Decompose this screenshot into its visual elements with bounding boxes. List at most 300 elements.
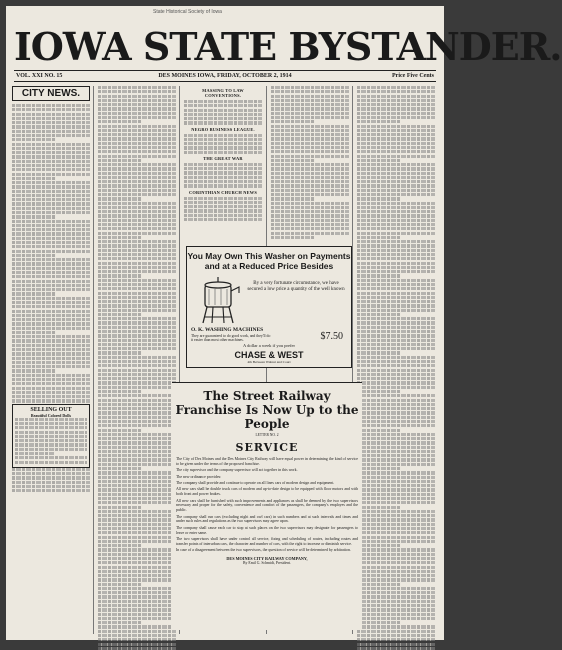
text-line	[357, 116, 435, 119]
column-text	[12, 104, 90, 403]
text-line	[357, 403, 435, 406]
text-line	[98, 300, 176, 303]
text-line	[271, 167, 349, 170]
text-line	[357, 95, 435, 98]
text-line	[15, 431, 87, 434]
text-line	[357, 283, 435, 286]
text-line	[357, 167, 435, 170]
text-line	[98, 159, 141, 162]
text-line	[15, 426, 87, 429]
text-line	[98, 112, 176, 115]
text-line	[184, 113, 262, 116]
text-line	[357, 202, 435, 205]
text-line	[184, 117, 262, 120]
text-line	[184, 214, 262, 217]
text-line	[12, 258, 90, 261]
text-line	[98, 360, 176, 363]
text-line	[98, 467, 141, 470]
text-line	[357, 214, 435, 217]
text-line	[12, 369, 55, 372]
text-line	[357, 621, 400, 624]
text-line	[15, 422, 87, 425]
text-line	[271, 214, 349, 217]
text-line	[15, 461, 87, 464]
text-line	[357, 120, 400, 123]
text-line	[98, 274, 141, 277]
text-line	[98, 86, 176, 89]
text-line	[98, 155, 176, 158]
text-line	[357, 467, 400, 470]
text-line	[98, 270, 176, 273]
text-line	[98, 184, 176, 187]
column-5	[357, 86, 435, 634]
text-line	[12, 173, 90, 176]
text-line	[357, 553, 435, 556]
text-line	[98, 463, 176, 466]
text-line	[98, 240, 176, 243]
text-line	[357, 450, 435, 453]
text-line	[98, 236, 141, 239]
text-line	[12, 117, 90, 120]
text-line	[98, 253, 176, 256]
text-line	[98, 583, 141, 586]
ad-terms: A dollar a week if you prefer	[243, 343, 295, 348]
text-line	[15, 435, 87, 438]
text-line	[98, 454, 176, 457]
text-line	[357, 330, 435, 333]
text-line	[357, 159, 400, 162]
text-line	[98, 587, 176, 590]
text-line	[12, 339, 90, 342]
text-line	[357, 125, 435, 128]
text-line	[98, 527, 176, 530]
text-line	[98, 450, 176, 453]
text-line	[357, 227, 435, 230]
text-line	[98, 536, 176, 539]
column-text	[98, 86, 176, 650]
text-line	[357, 351, 400, 354]
text-line	[12, 365, 90, 368]
text-line	[357, 107, 435, 110]
text-line	[98, 90, 176, 93]
text-line	[357, 617, 435, 620]
notice-paragraph: All new cars shall be double truck cars of modern and up-to-date design to be equipped with floor motors and with both front and power brakes.	[176, 487, 358, 497]
text-line	[98, 518, 176, 521]
text-line	[98, 561, 176, 564]
text-line	[357, 458, 435, 461]
text-line	[271, 159, 314, 162]
text-line	[357, 326, 435, 329]
text-line	[271, 86, 349, 89]
text-line	[98, 137, 176, 140]
text-line	[12, 387, 90, 390]
text-line	[98, 304, 176, 307]
text-line	[12, 357, 90, 360]
text-line	[98, 506, 141, 509]
text-line	[12, 254, 55, 257]
text-line	[98, 321, 176, 324]
text-line	[98, 625, 176, 628]
section-headline: MASSING TO LAW CONVENTIONS.	[202, 88, 244, 98]
text-line	[98, 390, 141, 393]
text-line	[12, 181, 90, 184]
text-line	[357, 497, 435, 500]
text-line	[12, 485, 90, 488]
text-line	[357, 270, 435, 273]
text-line	[357, 476, 435, 479]
text-line	[357, 197, 400, 200]
text-line	[12, 468, 90, 471]
section-headline: CORINTHIAN CHURCH NEWS	[188, 189, 258, 195]
text-line	[98, 330, 176, 333]
text-line	[271, 95, 349, 98]
text-line	[98, 163, 176, 166]
text-line	[98, 446, 176, 449]
washer-advertisement	[186, 246, 352, 368]
text-line	[357, 506, 400, 509]
text-line	[12, 348, 90, 351]
text-line	[98, 501, 176, 504]
text-line	[357, 86, 435, 89]
text-line	[357, 176, 435, 179]
text-line	[98, 364, 176, 367]
text-line	[357, 219, 435, 222]
text-line	[357, 274, 400, 277]
text-line	[98, 197, 141, 200]
text-line	[12, 130, 90, 133]
text-line	[98, 210, 176, 213]
text-line	[184, 209, 262, 212]
text-line	[98, 600, 176, 603]
text-line	[98, 214, 176, 217]
text-line	[98, 643, 176, 646]
text-line	[357, 625, 435, 628]
text-line	[184, 205, 262, 208]
text-line	[357, 420, 435, 423]
text-line	[271, 227, 349, 230]
text-line	[357, 279, 435, 282]
text-line	[357, 210, 435, 213]
text-line	[357, 364, 435, 367]
text-line	[357, 536, 435, 539]
text-line	[12, 395, 90, 398]
text-line	[12, 104, 90, 107]
text-line	[98, 429, 141, 432]
notice-section-title: SERVICE	[235, 441, 299, 454]
text-line	[98, 369, 176, 372]
text-line	[271, 146, 349, 149]
text-line	[98, 142, 176, 145]
text-line	[98, 411, 176, 414]
section-headline: NEGRO BUSINESS LEAGUE.	[191, 126, 255, 132]
text-line	[357, 454, 435, 457]
text-line	[357, 471, 435, 474]
text-line	[357, 373, 435, 376]
text-line	[98, 604, 176, 607]
text-line	[357, 253, 435, 256]
text-line	[357, 321, 435, 324]
text-line	[98, 476, 176, 479]
text-line	[98, 223, 176, 226]
text-line	[98, 257, 176, 260]
text-line	[357, 634, 435, 637]
text-line	[12, 168, 90, 171]
text-line	[184, 197, 262, 200]
library-stamp: State Historical Society of Iowa	[153, 9, 222, 15]
text-line	[357, 416, 435, 419]
text-line	[357, 510, 435, 513]
text-line	[357, 587, 435, 590]
text-line	[98, 99, 176, 102]
text-line	[184, 171, 262, 174]
text-line	[271, 133, 349, 136]
text-line	[12, 481, 90, 484]
text-line	[15, 448, 87, 451]
text-line	[271, 206, 349, 209]
text-line	[357, 296, 435, 299]
text-line	[12, 160, 90, 163]
text-line	[271, 129, 349, 132]
text-line	[184, 104, 262, 107]
text-line	[12, 237, 90, 240]
text-line	[357, 155, 435, 158]
text-line	[357, 493, 435, 496]
text-line	[98, 484, 176, 487]
text-line	[98, 206, 176, 209]
text-line	[271, 99, 349, 102]
text-line	[98, 471, 176, 474]
text-line	[271, 202, 349, 205]
selling-out-subtitle: Beautiful Colored Dolls	[30, 412, 72, 418]
text-line	[12, 327, 90, 330]
text-line	[184, 138, 262, 141]
text-line	[357, 527, 435, 530]
text-line	[98, 634, 176, 637]
text-line	[357, 643, 435, 646]
text-line	[98, 193, 176, 196]
text-line	[12, 134, 90, 137]
text-line	[98, 493, 176, 496]
text-line	[12, 215, 55, 218]
text-line	[98, 334, 176, 337]
text-line	[98, 103, 176, 106]
ad-company: CHASE & WEST	[234, 350, 304, 360]
text-line	[12, 310, 90, 313]
text-line	[12, 155, 90, 158]
text-line	[357, 411, 435, 414]
text-line	[98, 266, 176, 269]
text-line	[184, 163, 262, 166]
text-line	[357, 184, 435, 187]
dateline-bar	[14, 70, 436, 82]
notice-signature: DES MOINES CITY RAILWAY COMPANY,	[226, 555, 308, 561]
notice-paragraph: The two supervisors shall have under control all service, fixing and scheduling of routes, including routes and transfer points of interurban cars, the character and number of cars, with the right to increase or diminish service.	[176, 536, 358, 546]
franchise-notice	[172, 382, 362, 630]
text-line	[357, 540, 435, 543]
text-line	[12, 284, 90, 287]
text-line	[357, 343, 435, 346]
text-line	[271, 184, 349, 187]
text-line	[357, 381, 435, 384]
notice-paragraph: The city supervisor and the company supervisor will act together in this work.	[176, 468, 298, 473]
text-line	[357, 360, 435, 363]
text-line	[357, 347, 435, 350]
text-line	[98, 399, 176, 402]
text-line	[357, 244, 435, 247]
text-line	[98, 172, 176, 175]
text-line	[98, 381, 176, 384]
text-line	[12, 292, 55, 295]
text-line	[357, 103, 435, 106]
text-line	[15, 439, 87, 442]
column-text	[184, 163, 262, 188]
text-line	[12, 301, 90, 304]
text-line	[357, 429, 400, 432]
text-line	[98, 343, 176, 346]
text-line	[184, 184, 262, 187]
text-line	[98, 244, 176, 247]
selling-out-text	[15, 418, 87, 464]
text-line	[357, 518, 435, 521]
text-line	[357, 356, 435, 359]
text-line	[12, 344, 90, 347]
text-line	[98, 150, 176, 153]
text-line	[357, 433, 435, 436]
text-line	[357, 266, 435, 269]
text-line	[357, 574, 435, 577]
text-line	[98, 232, 176, 235]
text-line	[12, 138, 55, 141]
notice-letter-number: LETTER NO. 2	[255, 433, 279, 437]
text-line	[98, 480, 176, 483]
text-line	[98, 326, 176, 329]
text-line	[98, 433, 176, 436]
text-line	[357, 334, 435, 337]
text-line	[357, 172, 435, 175]
notice-title: The Street Railway Franchise Is Now Up to the People	[175, 389, 359, 431]
text-line	[12, 185, 90, 188]
text-line	[98, 488, 176, 491]
text-line	[98, 548, 176, 551]
text-line	[271, 163, 349, 166]
text-line	[271, 150, 349, 153]
text-line	[357, 570, 435, 573]
text-line	[357, 232, 435, 235]
column-1	[12, 86, 90, 634]
text-line	[98, 386, 176, 389]
text-line	[12, 318, 90, 321]
washing-machine-icon	[195, 279, 241, 325]
text-line	[184, 146, 262, 149]
text-line	[271, 155, 349, 158]
text-line	[98, 531, 176, 534]
text-line	[184, 142, 262, 145]
text-line	[357, 309, 435, 312]
text-line	[357, 501, 435, 504]
text-line	[98, 566, 176, 569]
text-line	[357, 583, 400, 586]
text-line	[12, 147, 90, 150]
text-line	[98, 458, 176, 461]
text-line	[357, 189, 435, 192]
text-line	[98, 437, 176, 440]
text-line	[12, 352, 90, 355]
text-line	[98, 249, 176, 252]
text-line	[357, 608, 435, 611]
text-line	[271, 197, 314, 200]
text-line	[12, 198, 90, 201]
text-line	[98, 416, 176, 419]
column-text	[184, 134, 262, 154]
text-line	[357, 193, 435, 196]
text-line	[357, 523, 435, 526]
text-line	[98, 292, 176, 295]
place-date: DES MOINES IOWA, FRIDAY, OCTOBER 2, 1914	[158, 73, 292, 79]
text-line	[184, 176, 262, 179]
text-line	[98, 120, 141, 123]
text-line	[12, 322, 90, 325]
text-line	[98, 176, 176, 179]
text-line	[271, 236, 314, 239]
text-line	[98, 309, 176, 312]
text-line	[98, 544, 141, 547]
text-line	[357, 531, 435, 534]
text-line	[98, 608, 176, 611]
text-line	[98, 317, 176, 320]
text-line	[12, 391, 90, 394]
section-headline: THE GREAT WAR	[203, 155, 243, 161]
text-line	[357, 446, 435, 449]
text-line	[12, 275, 90, 278]
text-line	[271, 232, 349, 235]
text-line	[357, 112, 435, 115]
notice-paragraph: The City of Des Moines and the Des Moines City Railway will have equal power in determining the kind of service to be given under the terms of the proposed franchise.	[176, 457, 358, 466]
text-line	[98, 557, 176, 560]
text-line	[357, 544, 400, 547]
text-line	[357, 142, 435, 145]
text-line	[357, 638, 435, 641]
text-line	[357, 437, 435, 440]
notice-paragraph: In case of a disagreement between the two supervisors, the question of service will be determined by arbitration.	[176, 548, 351, 553]
text-line	[357, 630, 435, 633]
text-line	[357, 557, 435, 560]
notice-paragraph: The company shall provide and continue to operate on all lines cars of modern design and equipment.	[176, 480, 335, 485]
text-line	[98, 377, 176, 380]
text-line	[271, 219, 349, 222]
text-line	[98, 613, 176, 616]
text-line	[12, 220, 90, 223]
notice-paragraph: The new ordinance provides:	[176, 474, 222, 479]
text-line	[98, 167, 176, 170]
text-line	[98, 125, 176, 128]
text-line	[12, 335, 90, 338]
notice-paragraph: The company shall run cars (excluding night and owl cars) in such numbers and at such intervals and times and under such rules and regulations as the two supervisors may agree upon.	[176, 514, 358, 524]
notice-signer: By Emil G. Schmidt, President.	[243, 560, 291, 565]
notice-paragraph: The company shall cause each car to stop at such places on the two supervisors may designate for passengers to leave or enter same.	[176, 525, 358, 535]
text-line	[357, 304, 435, 307]
text-line	[15, 418, 87, 421]
newspaper-page	[6, 6, 562, 640]
text-line	[357, 300, 435, 303]
ad-address: 4th Between Walnut and Court	[247, 360, 291, 364]
text-line	[357, 561, 435, 564]
text-line	[12, 194, 90, 197]
text-line	[12, 271, 90, 274]
text-line	[271, 107, 349, 110]
text-line	[357, 441, 435, 444]
text-line	[98, 95, 176, 98]
text-line	[98, 262, 176, 265]
